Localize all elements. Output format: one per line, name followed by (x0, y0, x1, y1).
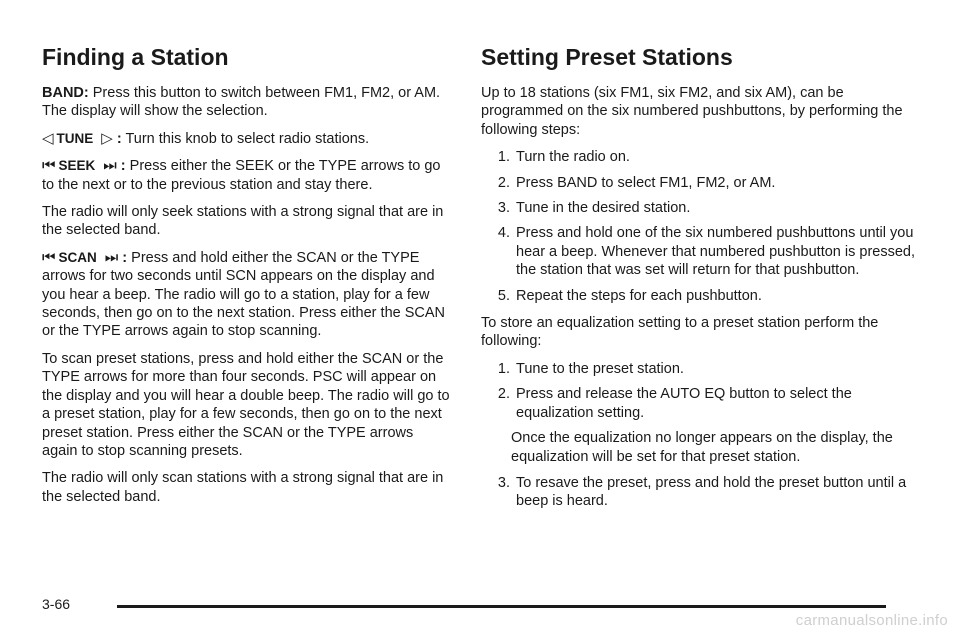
eq-intro: To store an equalization setting to a preset station perform the following: (481, 315, 879, 350)
seek-paragraph: ⏮ SEEK ⏭ : Press either the SEEK or the TYPE arrows to go to the next or to the previous station and stay there. (42, 157, 441, 193)
list-item: 2. Press and release the AUTO EQ button to select the equalization setting. (497, 386, 852, 421)
scan-strong-paragraph: The radio will only scan stations with a strong signal that are in the selected band. (42, 470, 444, 505)
seek-strong-paragraph: The radio will only seek stations with a strong signal that are in the selected band. (42, 204, 444, 239)
band-text: Press this button to switch between FM1, FM2, or AM. The display will show the selection. (42, 85, 441, 120)
watermark: carmanualsonline.info (795, 612, 948, 629)
tune-label: TUNE (56, 130, 94, 146)
band-label: BAND: (42, 85, 89, 101)
seek-right-icon: ⏭ (103, 157, 117, 175)
preset-stations-heading: Setting Preset Stations (481, 44, 733, 70)
right-column (481, 42, 921, 520)
list-item: 3. To resave the preset, press and hold the preset button until a beep is heard. (497, 474, 907, 510)
preset-intro: Up to 18 stations (six FM1, six FM2, and six AM), can be programmed on the six numbered pushbuttons, by performing the following steps: (481, 85, 903, 138)
preset-steps (481, 148, 921, 305)
scan-label: SCAN (58, 249, 97, 265)
footer-rule (117, 605, 886, 608)
list-item: 4. Press and hold one of the six numbered pushbuttons until you hear a beep. Whenever that numbered pushbutton is pressed, the station that was set will return for that pushbutton. (497, 225, 916, 279)
band-paragraph (42, 84, 452, 121)
tune-right-icon: ▷ (101, 129, 113, 147)
tune-text: Turn this knob to select radio stations. (125, 130, 370, 147)
scan-left-icon: ⏮ (42, 248, 56, 266)
left-column (42, 42, 452, 515)
eq-note: Once the equalization no longer appears on the display, the equalization will be set for that preset station. (511, 430, 893, 465)
seek-text: Press either the SEEK or the TYPE arrows to go to the next or to the previous station and stay there. (42, 158, 441, 193)
scan-text: Press and hold either the SCAN or the TYPE arrows for two seconds until SCN appears on the display and you hear a beep. The radio will go to a station, play for a few seconds, then go on to the next station. Press either the SCAN or the TYPE arrows again to stop scanning. (42, 249, 446, 340)
scan-paragraph: ⏮ SCAN ⏭ : Press and hold either the SCAN or the TYPE arrows for two seconds until SCN appears on the display and you hear a beep. The radio will go to a station, play for a few seconds, then go on to the next station. Press either the SCAN or the TYPE arrows again to stop scanning. (42, 248, 446, 340)
seek-left-icon: ⏮ (42, 157, 56, 175)
eq-steps (481, 360, 921, 422)
page-number: 3-66 (42, 596, 71, 612)
list-item: 1. Turn the radio on. (497, 149, 630, 166)
finding-station-heading: Finding a Station (42, 44, 229, 70)
list-item: 1. Tune to the preset station. (497, 360, 684, 377)
list-item: 5. Repeat the steps for each pushbutton. (497, 287, 762, 304)
scan-right-icon: ⏭ (104, 248, 119, 266)
preset-scan-paragraph: To scan preset stations, press and hold either the SCAN or the TYPE arrows for more than four seconds. PSC will appear on the display and you will hear a double beep. The radio will go to a preset station, play for a few seconds, then go on to the next preset station. Press either the SCAN or the TYPE arrows again to stop scanning presets. (42, 350, 450, 459)
list-item: 3. Tune in the desired station. (497, 200, 691, 217)
seek-label: SEEK (58, 158, 96, 174)
tune-paragraph: ◁ TUNE ▷ : Turn this knob to select radio stations. (42, 129, 370, 147)
tune-left-icon: ◁ (42, 129, 54, 147)
list-item: 2. Press BAND to select FM1, FM2, or AM. (497, 174, 776, 191)
eq-steps-cont (481, 474, 921, 511)
